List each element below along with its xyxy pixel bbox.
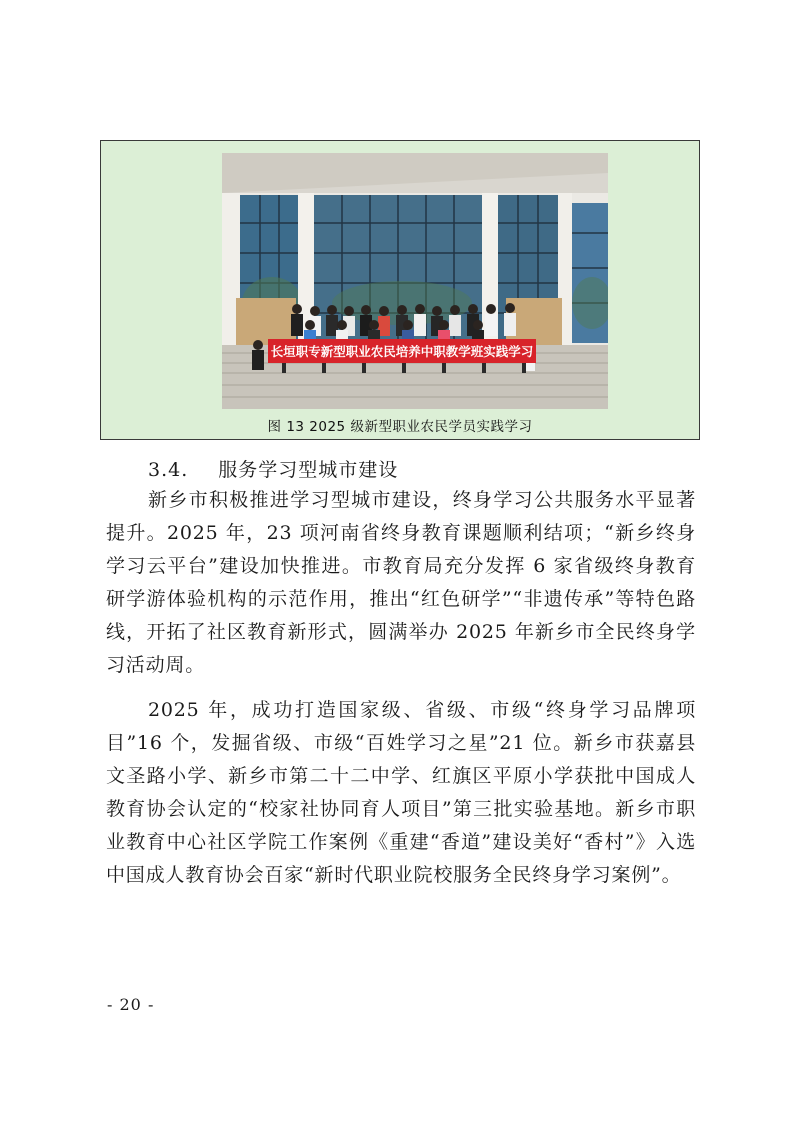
section-heading xyxy=(148,455,398,482)
body-paragraph: 2025 年，成功打造国家级、省级、市级“终身学习品牌项目”16 个，发掘省级、市级“百姓学习之星”21 位。新乡市获嘉县文圣路小学、新乡市第二十二中学、红旗区平原小学获批中国成人教育协会认定的“校家社协同育人项目”第三批实验基地。新乡市职业教育中心社区学院工作案例《重建“香道”建设美好“香村”》入选中国成人教育协会百家“新时代职业院校服务全民终身学习案例”。 xyxy=(106,699,696,886)
figure-frame xyxy=(100,140,700,440)
banner-text: 长垣职专新型职业农民培养中职教学班实践学习 xyxy=(270,344,534,359)
body-paragraph: 新乡市积极推进学习型城市建设，终身学习公共服务水平显著提升。2025 年，23 项河南省终身教育课题顺利结项；“新乡终身学习云平台”建设加快推进。市教育局充分发挥 6 家省级终身教育研学游体验机构的示范作用，推出“红色研学”“非遗传承”等特色路线，开拓了社区教育新形式，圆满举办 2025 年新乡市全民终身学习活动周。 xyxy=(106,489,696,676)
group-photo xyxy=(222,153,608,409)
section-title: 服务学习型城市建设 xyxy=(218,459,399,481)
figure-caption: 图 13 2025 级新型职业农民学员实践学习 xyxy=(267,419,533,435)
page-number: - 20 - xyxy=(107,995,155,1014)
section-number: 3.4. xyxy=(148,459,189,481)
